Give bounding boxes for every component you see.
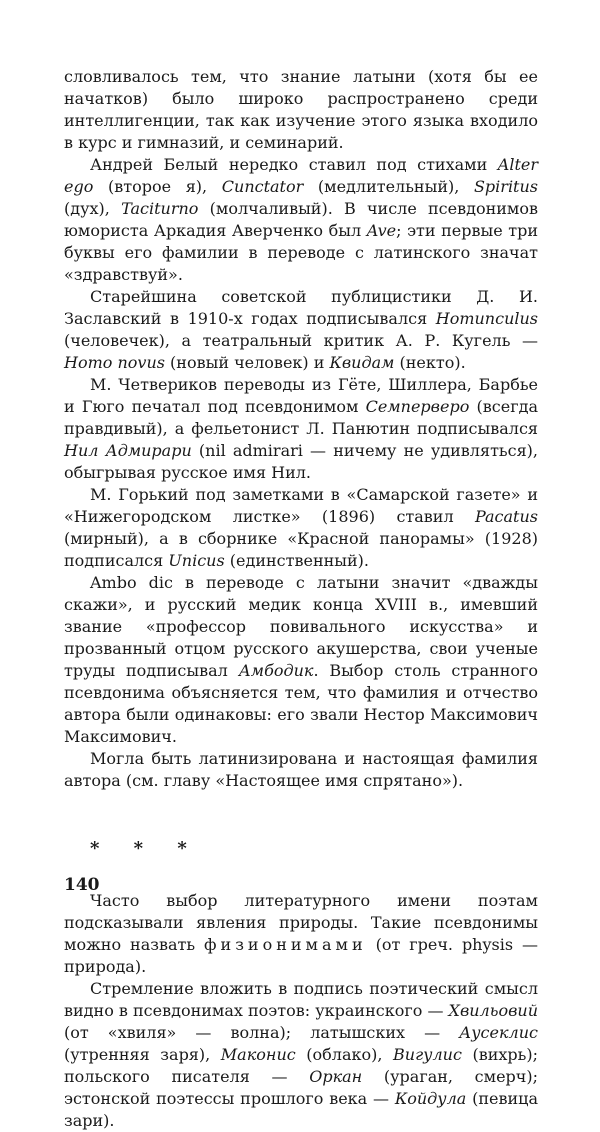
text-run: М. Горький под заметками в «Самарской газете» и «Нижегородском листке» (1896) ставил <box>64 485 538 526</box>
paragraph <box>64 66 538 154</box>
text-run: (второе я), <box>93 177 222 196</box>
text-run: (мирный), а в сборнике «Красной панорамы» (1928) подписался <box>64 529 538 570</box>
text-run: (дух), <box>64 199 122 218</box>
text-run: (певица зари). <box>64 1089 538 1130</box>
pseudonym-text: Unicus <box>168 551 225 570</box>
pseudonym-text: Хвильовий <box>448 1001 539 1020</box>
pseudonym-text: Оркан <box>309 1067 363 1086</box>
page-body <box>64 66 538 1132</box>
text-run: (вихрь); польского писателя — <box>64 1045 539 1086</box>
pseudonym-text: Маконис <box>220 1045 296 1064</box>
text-run: (некто). <box>394 353 466 372</box>
text-run: (всегда правдивый), а фельетонист Л. Панютин подписывался <box>64 397 538 438</box>
pseudonym-text: Taciturno <box>121 199 199 218</box>
paragraph <box>64 374 538 484</box>
text-run: (молчаливый). В числе псевдонимов юмориста Аркадия Аверченко был <box>64 199 538 240</box>
text-run: (утренняя заря), <box>64 1045 221 1064</box>
pseudonym-text: Нил Адмирари <box>64 441 192 460</box>
pseudonym-text: Квидам <box>329 353 395 372</box>
text-run: Старейшина советской публицистики Д. И. Заславский в 1910-х годах подписывался <box>64 287 538 328</box>
page-number: 140 <box>64 875 100 895</box>
paragraph <box>64 748 538 792</box>
text-run: (от греч. physis — природа). <box>64 935 539 976</box>
paragraph-group-latin <box>64 66 538 792</box>
paragraph <box>64 572 538 748</box>
paragraph <box>64 286 538 374</box>
text-run: (единственный). <box>224 551 369 570</box>
spaced-term: физионимами <box>204 935 367 954</box>
pseudonym-text: Аусеклис <box>459 1023 538 1042</box>
paragraph <box>64 978 538 1132</box>
paragraph <box>64 890 538 978</box>
text-run: Андрей Белый нередко ставил под стихами <box>90 155 498 174</box>
text-run: М. Четвериков переводы из Гёте, Шиллера, Барбье и Гюго печатал под псевдонимом <box>64 375 538 416</box>
text-run: (от «хвиля» — волна); латышских — <box>64 1023 460 1042</box>
text-run: Могла быть латинизирована и настоящая фамилия автора (см. главу «Настоящее имя спрятано»). <box>64 749 538 790</box>
text-run: (облако), <box>295 1045 394 1064</box>
pseudonym-text: Вигулис <box>393 1045 462 1064</box>
pseudonym-text: Spiritus <box>473 177 538 196</box>
text-run: Часто выбор литературного имени поэтам подсказывали явления природы. Такие псевдонимы можно назвать <box>64 891 538 954</box>
pseudonym-text: Pacatus <box>474 507 538 526</box>
paragraph <box>64 484 538 572</box>
text-run: (новый человек) и <box>164 353 330 372</box>
text-run: ; эти первые три буквы его фамилии в переводе с латинского значат «здравствуй». <box>64 221 538 284</box>
text-run: словливалось тем, что знание латыни (хотя бы ее начатков) было широко распространено среди интеллигенции, так как изучение этого языка входило в курс и гимназий, и семинарий. <box>64 67 538 152</box>
paragraph-group-physionyms <box>64 890 538 1132</box>
text-run: Ambo dic в переводе с латыни значит «дважды скажи», и русский медик конца XVIII в., имевший звание «профессор повивального искусства» и прозванный отцом русского акушерства, свои ученые труды подписывал <box>64 573 539 680</box>
pseudonym-text: Cunctator <box>221 177 304 196</box>
text-run: . Выбор столь странного псевдонима объясняется тем, что фамилия и отчество автора были одинаковы: его звали Нестор Максимович Максимович. <box>64 661 538 746</box>
text-run: (ураган, смерч); эстонской поэтессы прошлого века — <box>64 1067 539 1108</box>
pseudonym-text: Амбодик <box>238 661 314 680</box>
pseudonym-text: Койдула <box>394 1089 467 1108</box>
section-separator: * * * <box>90 838 201 859</box>
pseudonym-text: Homunculus <box>435 309 538 328</box>
text-run: Стремление вложить в подпись поэтический смысл видно в псевдонимах поэтов: украинского — <box>64 979 538 1020</box>
pseudonym-text: Ave <box>366 221 397 240</box>
text-run: (человечек), а театральный критик А. Р. Кугель — <box>64 331 538 350</box>
paragraph <box>64 154 538 286</box>
pseudonym-text: Alter ego <box>64 155 538 196</box>
pseudonym-text: Семперверо <box>365 397 470 416</box>
pseudonym-text: Homo novus <box>64 353 165 372</box>
text-run: (медлительный), <box>303 177 474 196</box>
text-run: (nil admirari — ничему не удивляться), обыгрывая русское имя Нил. <box>64 441 539 482</box>
